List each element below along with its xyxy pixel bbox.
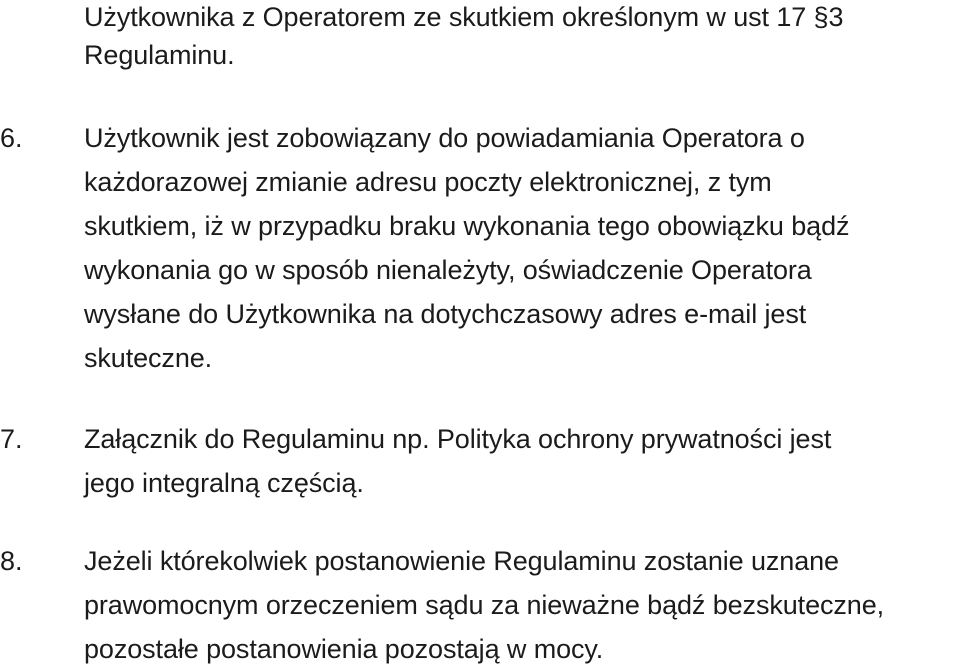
item-6-number: 6. (0, 123, 23, 153)
item-6-line-6: skuteczne. (84, 343, 213, 373)
item-6-line-2: każdorazowej zmianie adresu poczty elektronicznej, z tym (84, 167, 772, 197)
item-8-number: 8. (0, 546, 23, 576)
item-6-line-1: Użytkownik jest zobowiązany do powiadamiania Operatora o (84, 123, 805, 153)
item-6-line-4: wykonania go w sposób nienależyty, oświadczenie Operatora (84, 255, 812, 285)
item-8-line-1: Jeżeli którekolwiek postanowienie Regulaminu zostanie uznane (84, 546, 839, 576)
item-7-line-2: jego integralną częścią. (84, 468, 364, 498)
paragraph-continuation-line-1: Użytkownika z Operatorem ze skutkiem określonym w ust 17 §3 (84, 2, 844, 32)
item-6-line-3: skutkiem, iż w przypadku braku wykonania tego obowiązku bądź (84, 211, 850, 241)
item-8-line-2: prawomocnym orzeczeniem sądu za nieważne bądź bezskuteczne, (84, 590, 885, 620)
item-6-line-5: wysłane do Użytkownika na dotychczasowy adres e-mail jest (84, 299, 807, 329)
item-8-line-3: pozostałe postanowienia pozostają w mocy. (84, 634, 604, 664)
paragraph-continuation-line-2: Regulaminu. (84, 40, 235, 70)
item-7-number: 7. (0, 424, 23, 454)
item-7-line-1: Załącznik do Regulaminu np. Polityka ochrony prywatności jest (84, 424, 832, 454)
